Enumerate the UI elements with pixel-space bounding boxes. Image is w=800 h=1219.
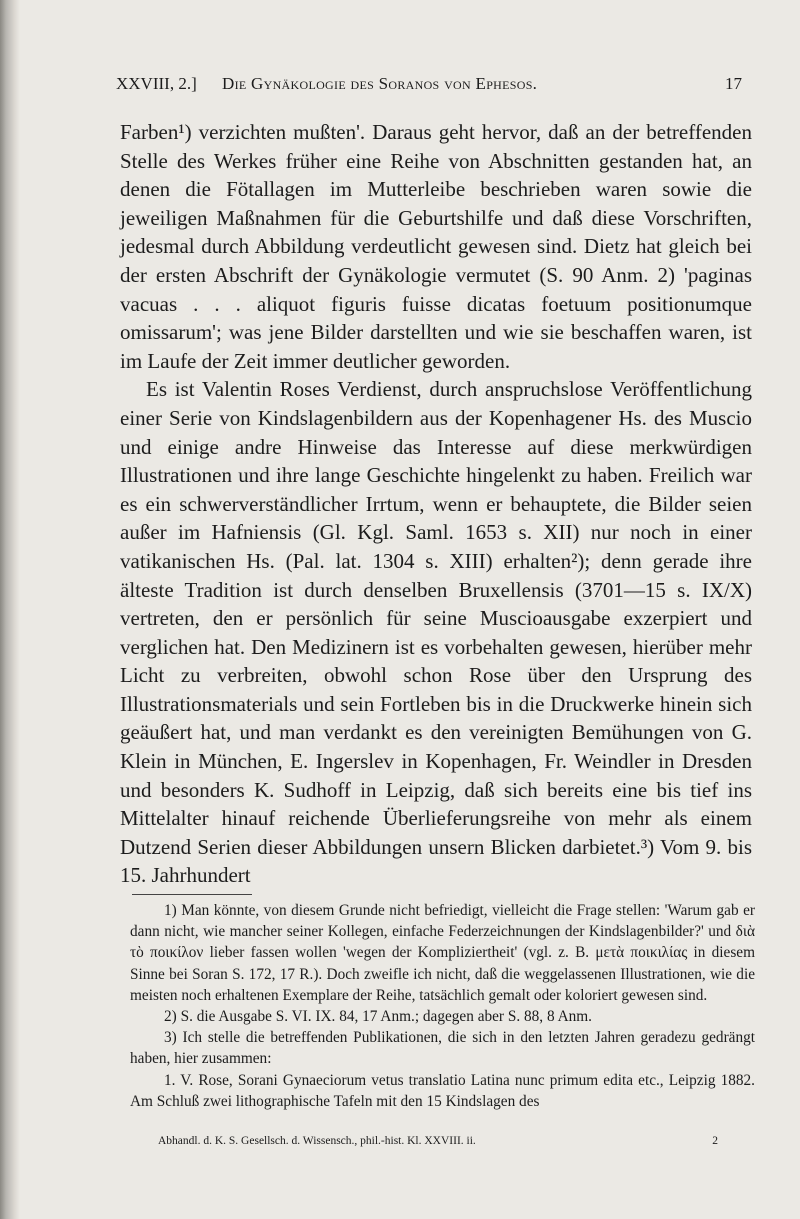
paragraph-2: Es ist Valentin Roses Verdienst, durch anspruchslose Veröffentlichung einer Serie von Kindslagenbildern aus der Kopenhagener Hs. des Muscio und einige andre Hinweise das Interesse auf diese merkwürdigen Illustrationen und ihre lange Geschichte hingelenkt zu haben. Freilich war es ein schwerverständlicher Irrtum, wenn er behauptete, die Bilder seien außer im Hafniensis (Gl. Kgl. Saml. 1653 s. XII) nur noch in einer vatikanischen Hs. (Pal. lat. 1304 s. XIII) erhalten²); denn gerade ihre älteste Tradition ist durch denselben Bruxellensis (3701—15 s. IX/X) vertreten, den er persönlich für seine Muscioausgabe exzerpiert und verglichen hat. Den Medizinern ist es vorbehalten gewesen, hierüber mehr Licht zu verbreiten, obwohl schon Rose über den Ursprung des Illustrationsmaterials und sein Fortleben bis in die Druckwerke hinein sich geäußert hat, und man verdankt es den vereinigten Bemühungen von G. Klein in München, E. Ingerslev in Kopenhagen, Fr. Weindler in Dresden und besonders K. Sudhoff in Leipzig, daß sich bereits eine bis tief ins Mittelalter hinauf reichende Überlieferungsreihe von mehr als einem Dutzend Serien dieser Abbildungen unsern Blicken darbietet.³) Vom 9. bis 15. Jahrhundert bbox=[120, 377, 752, 888]
binding-shadow bbox=[0, 0, 20, 1219]
footnote-divider bbox=[132, 894, 252, 895]
paragraph-1: Farben¹) verzichten mußten'. Daraus geht hervor, daß an der betreffenden Stelle des Werkes früher eine Reihe von Abschnitten gestanden hat, an denen die Fötallagen im Mutterleibe beschrieben waren sowie die jeweiligen Maßnahmen für die Geburtshilfe und daß diese Vorschriften, jedesmal durch Abbildung verdeutlicht gewesen sind. Dietz hat gleich bei der ersten Abschrift der Gynäkologie vermutet (S. 90 Anm. 2) 'paginas vacuas . . . aliquot figuris fuisse dicatas foetuum positionumque omissarum'; was jene Bilder darstellten und wie sie beschaffen waren, ist im Laufe der Zeit immer deutlicher geworden. bbox=[120, 120, 752, 373]
page-number: 17 bbox=[725, 74, 742, 93]
main-text bbox=[120, 118, 752, 890]
signature-mark: 2 bbox=[712, 1135, 718, 1147]
signature-publication: Abhandl. d. K. S. Gesellsch. d. Wissensch., phil.-hist. Kl. XXVIII. ii. bbox=[158, 1135, 476, 1147]
running-head bbox=[116, 74, 742, 100]
running-head-title: Die Gynäkologie des Soranos von Ephesos. bbox=[222, 74, 538, 93]
footnote-3-item-1: 1. V. Rose, Sorani Gynaeciorum vetus translatio Latina nunc primum edita etc., Leipzig 1882. Am Schluß zwei lithographische Tafeln mit den 15 Kindslagen des bbox=[130, 1071, 755, 1110]
footnotes bbox=[130, 900, 755, 1112]
footnote-1: 1) Man könnte, von diesem Grunde nicht befriedigt, vielleicht die Frage stellen: 'Warum gab er dann nicht, wie mancher seiner Kollegen, einfache Federzeichnungen der Kindslagenbilder?' und διὰ τὸ ποικίλον lieber fassen wollen 'wegen der Kompliziertheit' (vgl. z. B. μετὰ ποικιλίας in diesem Sinne bei Soran S. 172, 17 R.). Doch zweifle ich nicht, daß die weggelassenen Illustrationen, wie die meisten noch erhaltenen Exemplare der Reihe, tatsächlich gemalt oder koloriert gewesen sind. bbox=[130, 902, 755, 1004]
footnote-2: 2) S. die Ausgabe S. VI. IX. 84, 17 Anm.; dagegen aber S. 88, 8 Anm. bbox=[164, 1008, 592, 1026]
running-head-section: XXVIII, 2.] bbox=[116, 74, 197, 93]
footnote-3: 3) Ich stelle die betreffenden Publikationen, die sich in den letzten Jahren geradezu gedrängt haben, hier zusammen: bbox=[130, 1029, 755, 1068]
printer-signature bbox=[158, 1135, 718, 1153]
